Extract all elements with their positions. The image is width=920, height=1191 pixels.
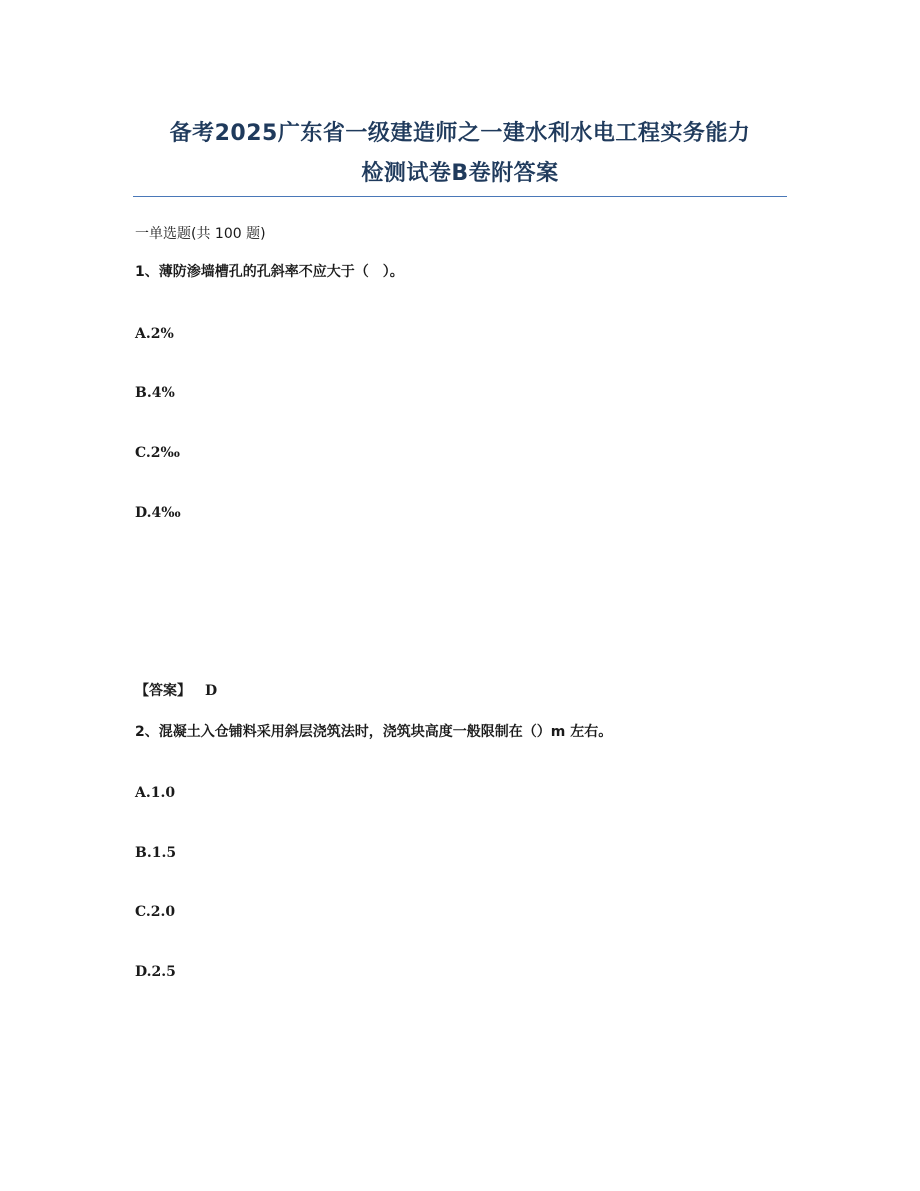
question-2-text: 2、混凝土入仓铺料采用斜层浇筑法时，浇筑块高度一般限制在（）m 左右。 (135, 724, 613, 740)
answer-value: D (205, 683, 218, 699)
question-2-option-a: A.1.0 (135, 785, 176, 801)
question-1-text: 1、薄防渗墙槽孔的孔斜率不应大于（ ）。 (135, 264, 404, 280)
answer-label: 【答案】 (135, 683, 191, 699)
page-title-line-1: 备考2025广东省一级建造师之一建水利水电工程实务能力 (169, 121, 751, 146)
page-title-line-2: 检测试卷B卷附答案 (361, 161, 559, 186)
title-divider (133, 196, 787, 197)
question-2-option-c: C.2.0 (135, 904, 176, 920)
question-1-answer (135, 681, 217, 701)
question-1-option-d: D.4‰ (135, 505, 181, 521)
question-2-option-d: D.2.5 (135, 964, 176, 980)
page-title (120, 114, 800, 194)
section-label: 一单选题(共 100 题) (135, 226, 266, 242)
question-1-option-c: C.2‰ (135, 445, 180, 461)
question-1-option-b: B.4% (135, 385, 175, 401)
question-2-option-b: B.1.5 (135, 845, 177, 861)
question-1-option-a: A.2% (135, 326, 174, 342)
